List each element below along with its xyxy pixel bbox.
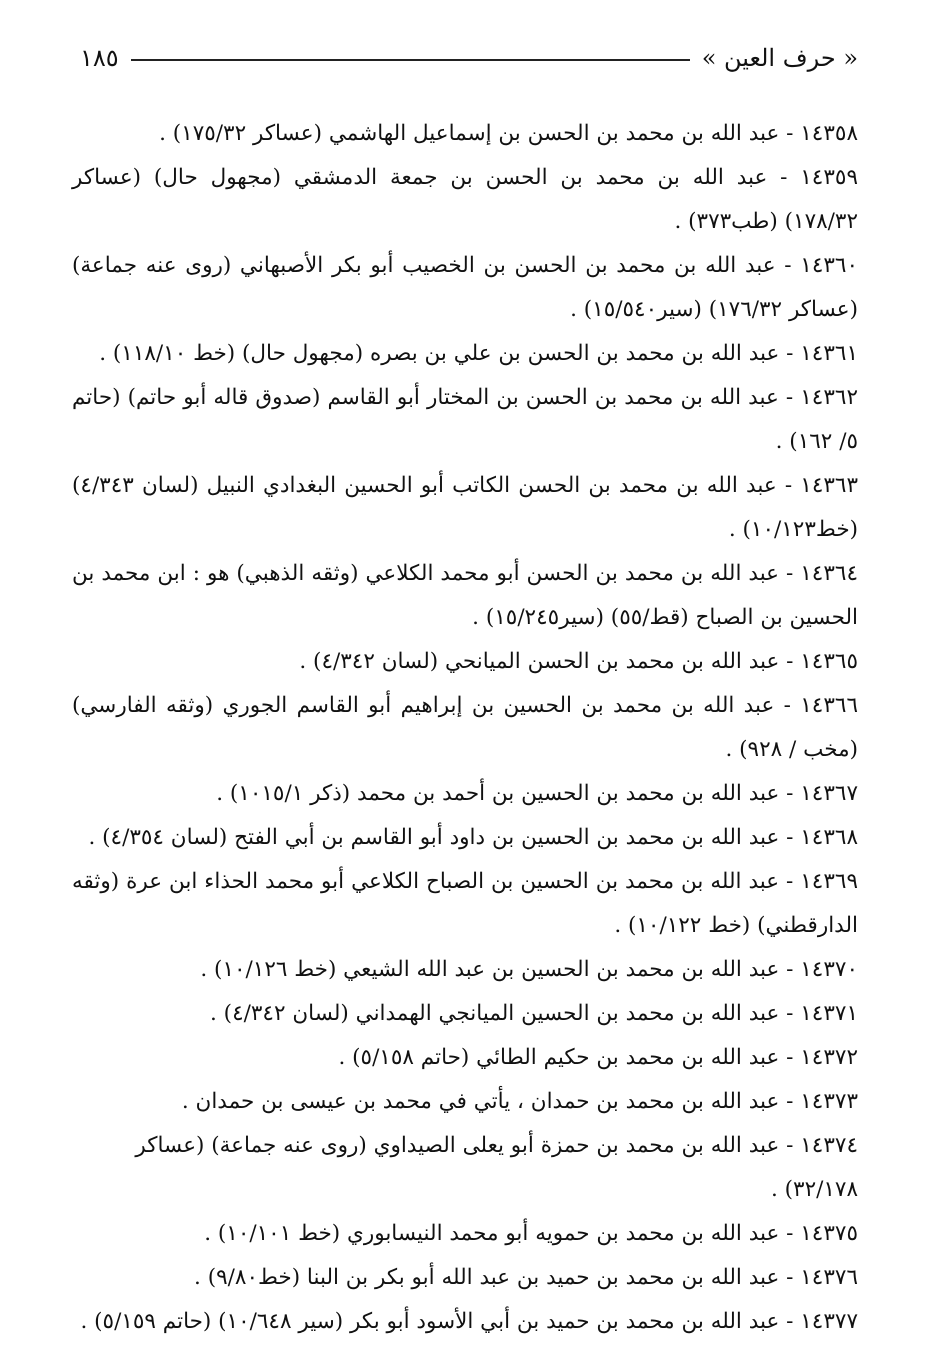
entry-text: عبد الله بن محمد بن الحسين بن عبد الله الشيعي (خط ١٠/١٢٦) . [200,957,780,982]
list-item: ١٤٣٦٩ - عبد الله بن محمد بن الحسين بن الصباح الكلاعي أبو محمد الحذاء ابن عرة (وثقه الدارقطني) (خط ١٠/١٢٢) . [72,869,858,938]
entry-text: عبد الله بن محمد بن الحسن بن علي بن بصره (مجهول حال) (خط ١١٨/١٠) . [99,341,780,366]
list-item: ١٤٣٧٥ - عبد الله بن محمد بن حمويه أبو محمد النيسابوري (خط ١٠/١٠١) . [204,1221,858,1246]
list-item: ١٤٣٥٨ - عبد الله بن محمد بن الحسن بن إسماعيل الهاشمي (عساكر ١٧٥/٣٢) . [159,121,858,146]
entry-number: ١٤٣٧٦ [800,1265,858,1290]
entry-text: عبد الله بن محمد بن الحسن بن الخصيب أبو بكر الأصبهاني (روى عنه جماعة) (عساكر ١٧٦/٣٢) (سير١٥/٥٤٠) . [72,253,858,322]
entry-text: عبد الله بن محمد بن الحسن أبو محمد الكلاعي (وثقه الذهبي) هو : ابن محمد بن الحسين بن الصباح (قط/٥٥) (سير١٥/٢٤٥) . [72,561,858,630]
list-item: ١٤٣٦٥ - عبد الله بن محمد بن الحسن الميانحي (لسان ٤/٣٤٢) . [299,649,858,674]
entry-number: ١٤٣٦٦ [800,693,858,718]
entry-number: ١٤٣٥٩ [800,165,858,190]
entry-text: عبد الله بن محمد بن الحسن بن المختار أبو القاسم (صدوق قاله أبو حاتم) (حاتم ٥/ ١٦٢) . [72,385,858,454]
entry-number: ١٤٣٧١ [800,1001,858,1026]
entry-number: ١٤٣٦٩ [800,869,858,894]
entry-text: عبد الله بن محمد بن حميد بن عبد الله أبو بكر بن البنا (خط٩/٨٠) . [194,1265,780,1290]
entry-text: عبد الله بن محمد بن الحسين بن داود أبو القاسم بن أبي الفتح (لسان ٤/٣٥٤) . [88,825,780,850]
entry-number: ١٤٣٦٠ [800,253,859,278]
entry-text: عبد الله بن محمد بن الحسين بن الصباح الكلاعي أبو محمد الحذاء ابن عرة (وثقه الدارقطني) (خط ١٠/١٢٢) . [72,869,858,938]
list-item: ١٤٣٧٠ - عبد الله بن محمد بن الحسين بن عبد الله الشيعي (خط ١٠/١٢٦) . [200,957,858,982]
list-item: ١٤٣٦٢ - عبد الله بن محمد بن الحسن بن المختار أبو القاسم (صدوق قاله أبو حاتم) (حاتم ٥/ ١٦٢) . [72,385,858,454]
entry-text: عبد الله بن محمد بن حمزة أبو يعلى الصيداوي (روى عنه جماعة) (عساكر ٣٢/١٧٨) . [135,1133,858,1202]
entry-number: ١٤٣٧٥ [800,1221,858,1246]
list-item: ١٤٣٧٦ - عبد الله بن محمد بن حميد بن عبد الله أبو بكر بن البنا (خط٩/٨٠) . [194,1265,858,1290]
list-item: ١٤٣٦٤ - عبد الله بن محمد بن الحسن أبو محمد الكلاعي (وثقه الذهبي) هو : ابن محمد بن الحسين بن الصباح (قط/٥٥) (سير١٥/٢٤٥) . [72,561,858,630]
entry-number: ١٤٣٦٥ [800,649,858,674]
list-item: ١٤٣٦٣ - عبد الله بن محمد بن الحسن الكاتب أبو الحسين البغدادي النبيل (لسان ٤/٣٤٣) (خط١٠/١٢٣) . [72,473,859,542]
entry-text: عبد الله بن محمد بن الحسن الكاتب أبو الحسين البغدادي النبيل (لسان ٤/٣٤٣) (خط١٠/١٢٣) . [72,473,858,542]
entry-number: ١٤٣٧٠ [800,957,858,982]
list-item: ١٤٣٦٦ - عبد الله بن محمد بن الحسين بن إبراهيم أبو القاسم الجوري (وثقه الفارسي) (مخب / ٩٢٨) . [72,693,858,762]
header-rule [131,59,690,61]
entry-number: ١٤٣٧٤ [800,1133,858,1158]
entry-number: ١٤٣٦٤ [800,561,858,586]
entry-text: عبد الله بن محمد بن الحسين الميانجي الهمداني (لسان ٤/٣٤٢) . [210,1001,780,1026]
list-item: ١٤٣٧٣ - عبد الله بن محمد بن حمدان ، يأتي في محمد بن عيسى بن حمدان . [181,1089,858,1114]
list-item: ١٤٣٦٧ - عبد الله بن محمد بن الحسين بن أحمد بن محمد (ذكر ١٠١٥/١) . [216,781,858,806]
entry-number: ١٤٣٦٣ [800,473,859,498]
list-item: ١٤٣٦١ - عبد الله بن محمد بن الحسن بن علي بن بصره (مجهول حال) (خط ١١٨/١٠) . [99,341,858,366]
list-item: ١٤٣٧٧ - عبد الله بن محمد بن حميد بن أبي الأسود أبو بكر (سير ١٠/٦٤٨) (حاتم ٥/١٥٩) . [80,1309,858,1334]
entry-number: ١٤٣٧٣ [800,1089,858,1114]
entry-text: عبد الله بن محمد بن حمويه أبو محمد النيسابوري (خط ١٠/١٠١) . [204,1221,780,1246]
list-item: ١٤٣٧٤ - عبد الله بن محمد بن حمزة أبو يعلى الصيداوي (روى عنه جماعة) (عساكر ٣٢/١٧٨) . [135,1133,858,1202]
entry-text: عبد الله بن محمد بن حميد بن أبي الأسود أبو بكر (سير ١٠/٦٤٨) (حاتم ٥/١٥٩) . [80,1309,780,1334]
entry-number: ١٤٣٥٨ [800,121,858,146]
page-header [80,38,858,78]
entry-number: ١٤٣٦٨ [800,825,858,850]
entry-text: عبد الله بن محمد بن الحسن الميانحي (لسان ٤/٣٤٢) . [299,649,780,674]
entry-number: ١٤٣٧٢ [800,1045,858,1070]
entry-number: ١٤٣٧٧ [800,1309,858,1334]
entry-text: عبد الله بن محمد بن الحسن بن إسماعيل الهاشمي (عساكر ١٧٥/٣٢) . [159,121,780,146]
entry-number: ١٤٣٦١ [800,341,858,366]
list-item: ١٤٣٥٩ - عبد الله بن محمد بن الحسن بن جمعة الدمشقي (مجهول حال) (عساكر ١٧٨/٣٢) (طب٣٧٣) . [72,165,858,234]
entry-text: عبد الله بن محمد بن حمدان ، يأتي في محمد بن عيسى بن حمدان . [181,1089,780,1114]
entry-text: عبد الله بن محمد بن الحسن بن جمعة الدمشقي (مجهول حال) (عساكر ١٧٨/٣٢) (طب٣٧٣) . [72,165,858,234]
list-item: ١٤٣٧١ - عبد الله بن محمد بن الحسين الميانجي الهمداني (لسان ٤/٣٤٢) . [210,1001,858,1026]
chapter-title: « حرف العين » [701,44,858,72]
entry-text: عبد الله بن محمد بن الحسين بن إبراهيم أبو القاسم الجوري (وثقه الفارسي) (مخب / ٩٢٨) . [72,693,858,762]
entry-text: عبد الله بن محمد بن الحسين بن أحمد بن محمد (ذكر ١٠١٥/١) . [216,781,780,806]
list-item: ١٤٣٦٠ - عبد الله بن محمد بن الحسن بن الخصيب أبو بكر الأصبهاني (روى عنه جماعة) (عساكر ١٧٦/٣٢) (سير١٥/٥٤٠) . [72,253,859,322]
entry-list [72,112,858,1344]
entry-number: ١٤٣٦٢ [800,385,858,410]
entry-number: ١٤٣٦٧ [800,781,858,806]
list-item: ١٤٣٦٨ - عبد الله بن محمد بن الحسين بن داود أبو القاسم بن أبي الفتح (لسان ٤/٣٥٤) . [88,825,858,850]
page-number: ١٨٥ [80,44,119,72]
entry-text: عبد الله بن محمد بن حكيم الطائي (حاتم ٥/١٥٨) . [338,1045,780,1070]
list-item: ١٤٣٧٢ - عبد الله بن محمد بن حكيم الطائي (حاتم ٥/١٥٨) . [338,1045,858,1070]
